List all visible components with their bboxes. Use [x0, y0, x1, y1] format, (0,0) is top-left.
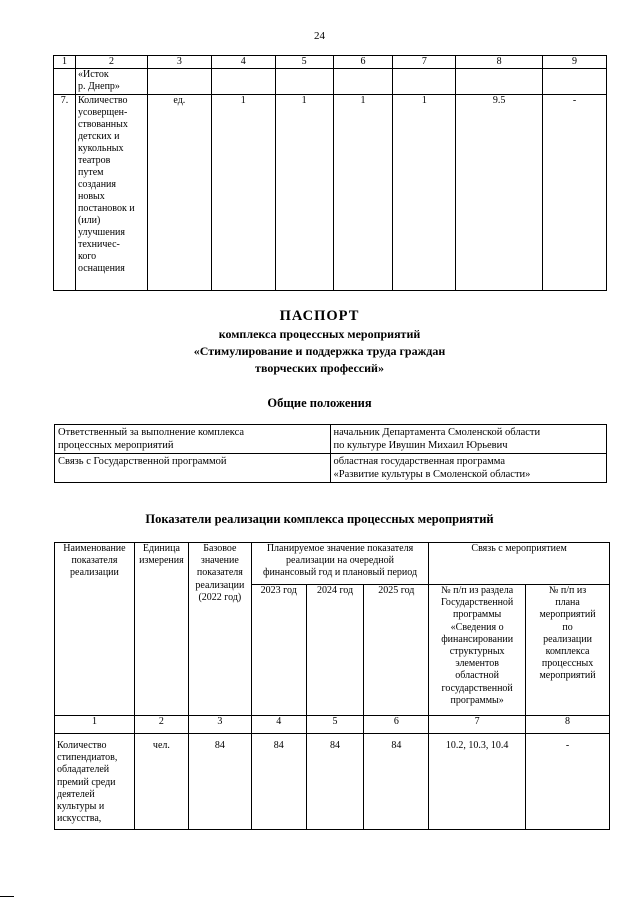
header-name: Наименование показателя реализации: [55, 543, 135, 716]
row-value: 1: [333, 95, 393, 291]
subtitle-line: творческих профессий»: [255, 361, 384, 375]
row-value: 1: [275, 95, 333, 291]
subtitle-line: «Стимулирование и поддержка труда граждан: [193, 344, 446, 358]
indicator-base: 84: [188, 734, 251, 830]
col-number-1: 1: [54, 56, 76, 69]
row-value: -: [543, 95, 607, 291]
row-value: [393, 69, 456, 95]
indicator-unit: чел.: [134, 734, 188, 830]
table-row: [55, 425, 607, 454]
row-value: 1: [393, 95, 456, 291]
footer-mark: [0, 896, 14, 897]
col-number-4: 4: [251, 716, 306, 734]
col-number-4: 4: [211, 56, 275, 69]
header-2024: 2024 год: [306, 585, 364, 716]
header-base: Базовое значение показателя реализации (2022 год): [188, 543, 251, 716]
col-number-8: 8: [456, 56, 543, 69]
general-table: [54, 424, 607, 483]
continuation-table: [53, 55, 607, 291]
indicator-link-section: 10.2, 10.3, 10.4: [429, 734, 526, 830]
row-num: 7.: [54, 95, 76, 291]
col-number-9: 9: [543, 56, 607, 69]
passport-title: ПАСПОРТ: [279, 308, 360, 324]
general-value: областная государственная программа «Развитие культуры в Смоленской области»: [330, 454, 607, 483]
col-number-6: 6: [364, 716, 429, 734]
col-number-8: 8: [526, 716, 610, 734]
indicator-2023: 84: [251, 734, 306, 830]
table-row: [54, 69, 607, 95]
passport-subtitle: [0, 326, 639, 377]
table-row: [55, 734, 610, 830]
table-header-row: [54, 56, 607, 69]
col-number-5: 5: [306, 716, 364, 734]
header-link: Связь с мероприятием: [429, 543, 610, 585]
column-numbers-row: [55, 716, 610, 734]
row-value: 1: [211, 95, 275, 291]
table-header-row: [55, 543, 610, 585]
row-value: [333, 69, 393, 95]
indicator-2024: 84: [306, 734, 364, 830]
subtitle-line: комплекса процессных мероприятий: [218, 327, 421, 341]
row-unit: [147, 69, 211, 95]
indicators-table: [54, 542, 610, 830]
header-planned: Планируемое значение показателя реализации на очередной финансовый год и плановый период: [251, 543, 428, 585]
header-link-section: № п/п из раздела Государственной программы «Сведения о финансировании структурных элементов областной государственной программы»: [429, 585, 526, 716]
page-number: 24: [314, 30, 325, 42]
header-2025: 2025 год: [364, 585, 429, 716]
indicator-2025: 84: [364, 734, 429, 830]
col-number-3: 3: [147, 56, 211, 69]
row-value: [543, 69, 607, 95]
indicator-name: Количество стипендиатов, обладателей премий среди деятелей культуры и искусства,: [55, 734, 135, 830]
col-number-6: 6: [333, 56, 393, 69]
row-unit: ед.: [147, 95, 211, 291]
col-number-2: 2: [75, 56, 147, 69]
col-number-3: 3: [188, 716, 251, 734]
indicators-heading: Показатели реализации комплекса процессных мероприятий: [145, 512, 494, 526]
col-number-1: 1: [55, 716, 135, 734]
row-value: [211, 69, 275, 95]
header-link-plan: № п/п из плана мероприятий по реализации комплекса процессных мероприятий: [526, 585, 610, 716]
row-name: Количество усоверщен- ствованных детских и кукольных театров путем создания новых постановок и (или) улучшения техничес- кого оснащения: [75, 95, 147, 291]
col-number-5: 5: [275, 56, 333, 69]
col-number-2: 2: [134, 716, 188, 734]
row-num: [54, 69, 76, 95]
row-value: [275, 69, 333, 95]
row-value: [456, 69, 543, 95]
general-label: Связь с Государственной программой: [55, 454, 331, 483]
col-number-7: 7: [429, 716, 526, 734]
row-value: 9.5: [456, 95, 543, 291]
indicator-link-plan: -: [526, 734, 610, 830]
general-label: Ответственный за выполнение комплекса процессных мероприятий: [55, 425, 331, 454]
header-2023: 2023 год: [251, 585, 306, 716]
header-unit: Единица измерения: [134, 543, 188, 716]
col-number-7: 7: [393, 56, 456, 69]
table-row: [55, 454, 607, 483]
general-heading: Общие положения: [267, 396, 372, 410]
general-value: начальник Департамента Смоленской области по культуре Ивушин Михаил Юрьевич: [330, 425, 607, 454]
row-name: «Исток р. Днепр»: [75, 69, 147, 95]
table-row: [54, 95, 607, 291]
